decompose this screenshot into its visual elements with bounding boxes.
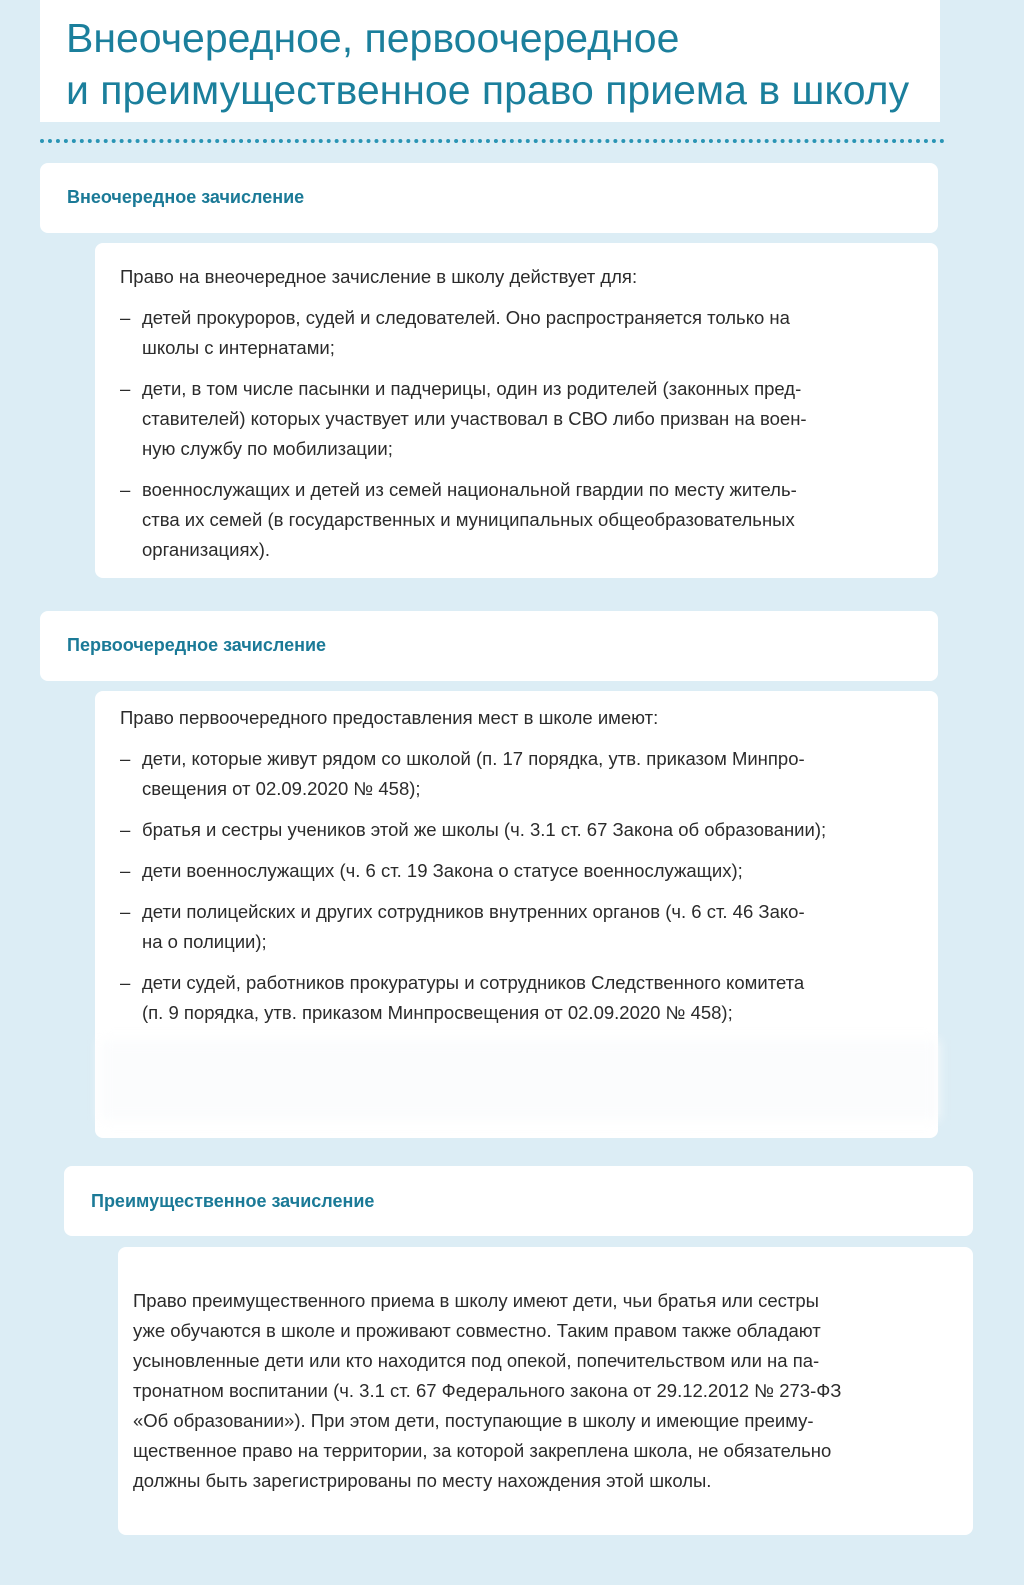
- list-item-line: братья и сестры учеников этой же школы (ч. 3.1 ст. 67 Закона об образовании);: [142, 819, 827, 840]
- list-item-line: школы с интернатами;: [142, 337, 335, 358]
- paragraph-line: уже обучаются в школе и проживают совместно. Таким правом также обладают: [133, 1320, 821, 1341]
- list-item: [120, 968, 826, 1028]
- paragraph-line: должны быть зарегистрированы по месту нахождения этой школы.: [133, 1470, 712, 1491]
- list-item-line: дети полицейских и других сотрудников внутренних органов (ч. 6 ст. 46 Зако-: [142, 901, 805, 922]
- list-item-line: детей прокуроров, судей и следователей. Оно распространяется только на: [142, 307, 790, 328]
- section-1-list: [120, 303, 807, 576]
- list-item: [120, 815, 826, 845]
- list-item: [120, 303, 807, 363]
- list-item-line: свещения от 02.09.2020 № 458);: [142, 778, 421, 799]
- section-2-list: [120, 744, 826, 1039]
- list-marker: –: [120, 748, 131, 769]
- list-item-line: (п. 9 порядка, утв. приказом Минпросвещения от 02.09.2020 № 458);: [142, 1002, 733, 1023]
- list-item: [120, 856, 826, 886]
- section-3-heading: Преимущественное зачисление: [91, 1191, 375, 1211]
- section-2-intro: Право первоочередного предоставления мест в школе имеют:: [120, 707, 659, 728]
- section-3-paragraph: [133, 1286, 841, 1496]
- blurred-area: [100, 1040, 938, 1120]
- list-item: [120, 744, 826, 804]
- list-item: [120, 475, 807, 565]
- paragraph-line: щественное право на территории, за которой закреплена школа, не обязательно: [133, 1440, 832, 1461]
- paragraph-line: «Об образовании»). При этом дети, поступающие в школу и имеющие преиму-: [133, 1410, 814, 1431]
- list-marker: –: [120, 972, 131, 993]
- list-marker: –: [120, 860, 131, 881]
- page-title-line-1: Внеочередное, первоочередное: [66, 15, 680, 61]
- dotted-divider: [40, 139, 945, 143]
- list-item: [120, 374, 807, 464]
- list-item-line: дети, в том числе пасынки и падчерицы, один из родителей (законных пред-: [142, 378, 802, 399]
- page-title-line-2: и преимущественное право приема в школу: [66, 67, 910, 113]
- paragraph-line: тронатном воспитании (ч. 3.1 ст. 67 Федерального закона от 29.12.2012 № 273-ФЗ: [133, 1380, 842, 1401]
- section-1-heading: Внеочередное зачисление: [67, 187, 305, 207]
- paragraph-line: усыновленные дети или кто находится под опекой, попечительством или на па-: [133, 1350, 820, 1371]
- section-1-intro: Право на внеочередное зачисление в школу действует для:: [120, 266, 638, 287]
- list-item-line: организациях).: [142, 539, 271, 560]
- list-marker: –: [120, 307, 131, 328]
- list-item: [120, 897, 826, 957]
- list-marker: –: [120, 901, 131, 922]
- list-item-line: дети судей, работников прокуратуры и сотрудников Следственного комитета: [142, 972, 805, 993]
- list-item-line: ставителей) которых участвует или участвовал в СВО либо призван на воен-: [142, 408, 807, 429]
- list-item-line: на о полиции);: [142, 931, 267, 952]
- list-marker: –: [120, 819, 131, 840]
- paragraph-line: Право преимущественного приема в школу имеют дети, чьи братья или сестры: [133, 1290, 819, 1311]
- list-item-line: военнослужащих и детей из семей национальной гвардии по месту житель-: [142, 479, 797, 500]
- list-item-line: ную службу по мобилизации;: [142, 438, 393, 459]
- list-item-line: ства их семей (в государственных и муниципальных общеобразовательных: [142, 509, 795, 530]
- section-2-heading: Первоочередное зачисление: [67, 635, 327, 655]
- list-marker: –: [120, 479, 131, 500]
- list-item-line: дети, которые живут рядом со школой (п. 17 порядка, утв. приказом Минпро-: [142, 748, 805, 769]
- list-marker: –: [120, 378, 131, 399]
- list-item-line: дети военнослужащих (ч. 6 ст. 19 Закона о статусе военнослужащих);: [142, 860, 743, 881]
- page-title: [66, 12, 909, 116]
